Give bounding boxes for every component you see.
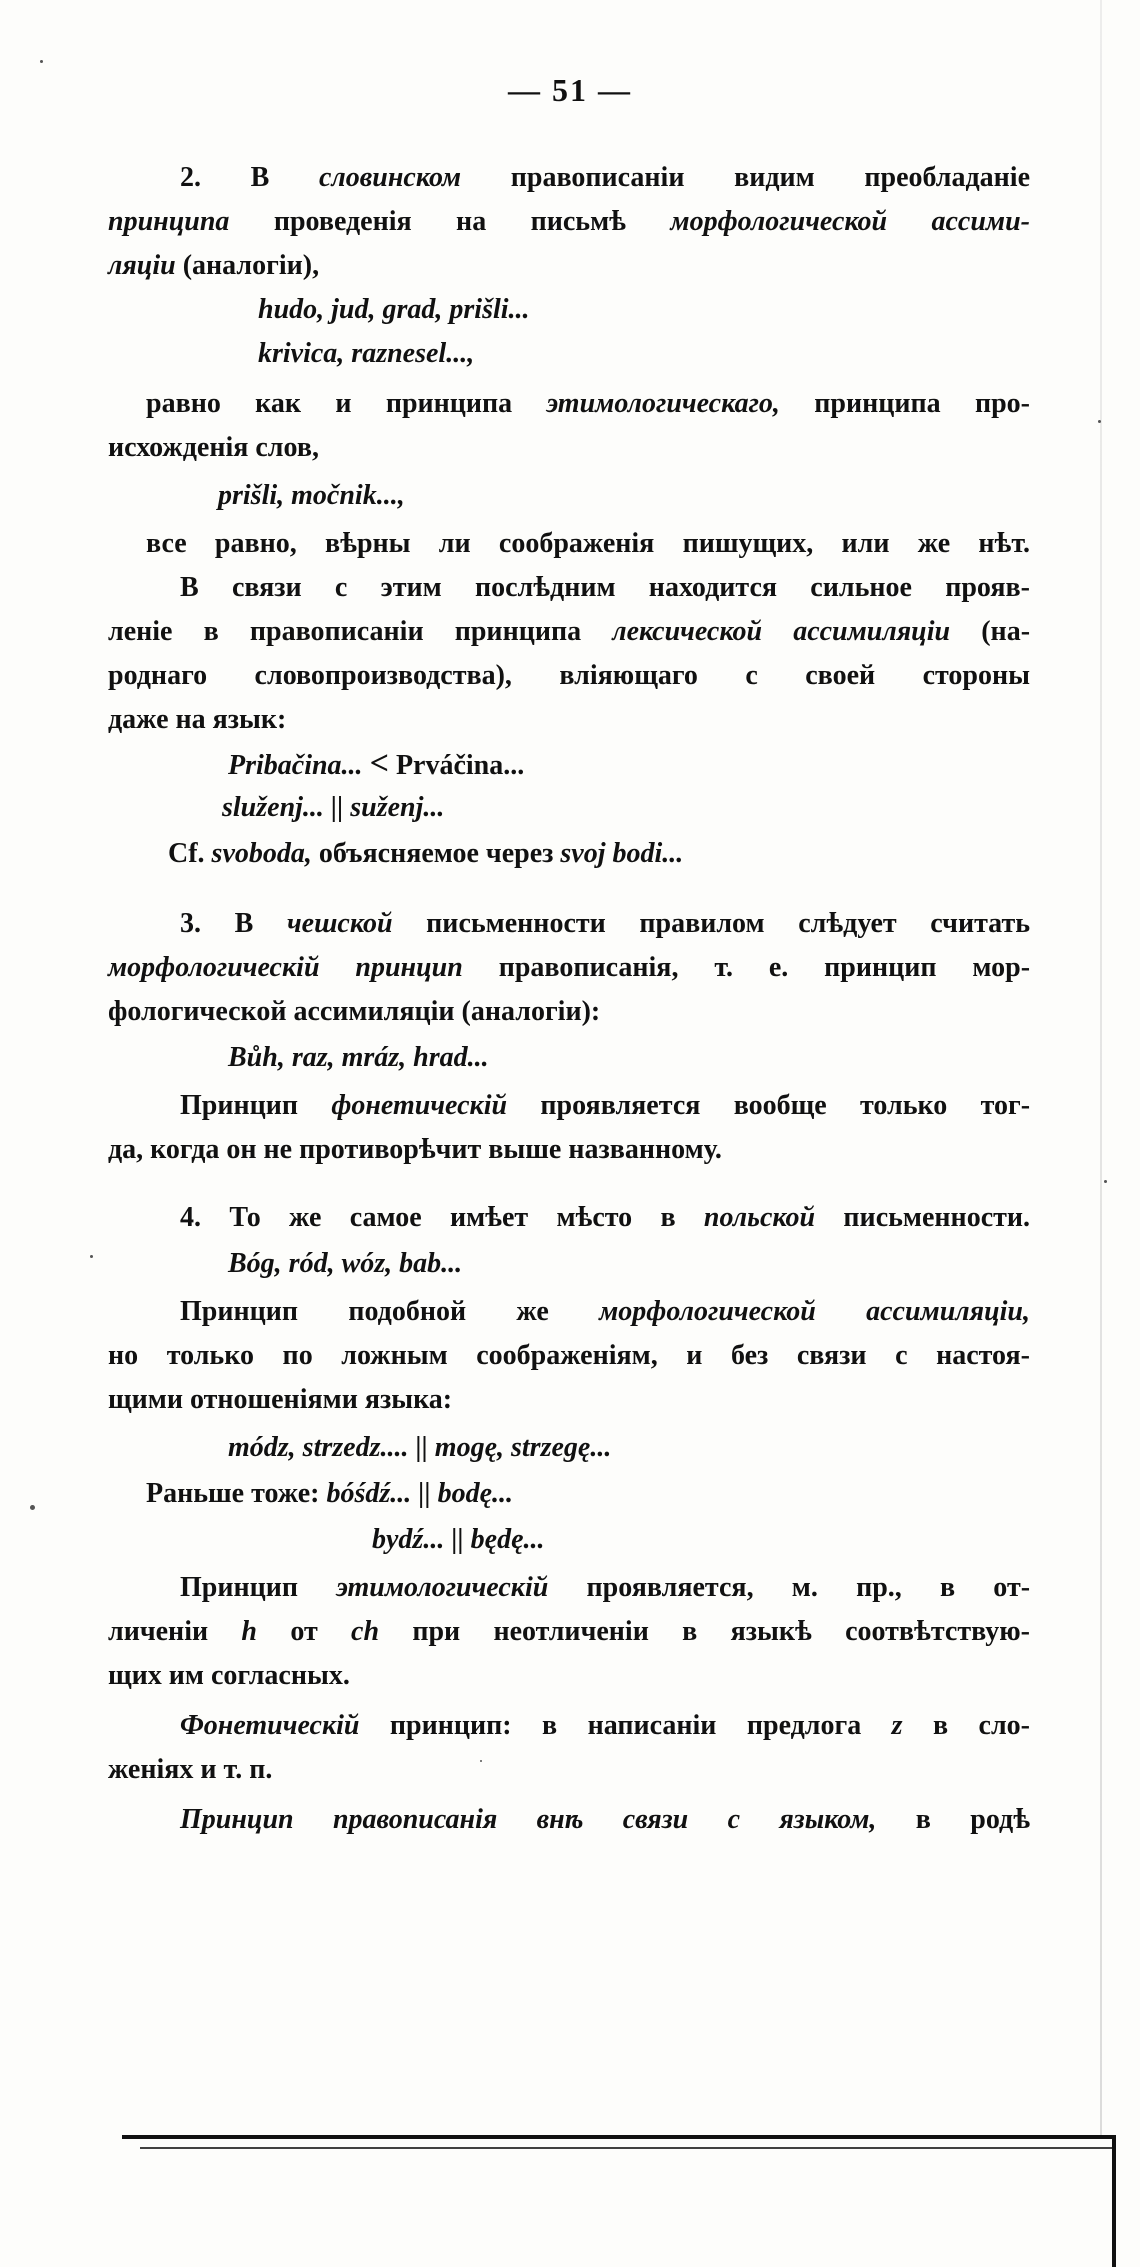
s2-text: леніе в правописаніи принципа [108,616,582,647]
term-principa: принципа [108,206,230,237]
s2-line-3 [108,248,319,284]
s2-text: равно как и принципа [146,388,513,419]
s3-line-1 [180,906,1030,942]
example-line [146,1476,513,1512]
example-line: krivica, raznesel..., [258,338,475,369]
term-etym: этимологическаго, [546,388,780,419]
s4-line-6 [108,1614,1030,1650]
example-line: služenj... || suženj... [222,792,445,823]
example-word: Pribačina... [228,750,363,781]
example-line: hudo, jud, grad, prišli... [258,294,530,325]
term-morph-assim: морфологической ассими- [670,206,1030,237]
s3-number: 3. В [180,908,254,939]
example-line [228,746,524,784]
bottom-rule-thin [140,2147,1112,2149]
s4-text: Принцип подобной же [180,1296,549,1327]
example-line: bydź... || będę... [372,1524,545,1555]
s3-text: правописанія, т. е. принцип мор- [498,952,1031,983]
term-morph-principle: морфологическій принцип [108,952,463,983]
s3-line-4 [180,1088,1030,1124]
s2-text: (аналогіи), [182,250,320,281]
example-line: prišli, močnik..., [218,480,405,511]
bottom-rule-thick [122,2135,1112,2139]
cf-abbr: Cf. [168,838,205,869]
derivation-sign: < [369,745,389,782]
term-morph-assim: морфологической ассимиляціи, [599,1296,1030,1327]
term-etym: этимологическій [336,1572,549,1603]
s4-line-2 [180,1294,1030,1330]
s2-line-8 [108,614,1030,650]
example-line: módz, strzedz.... || mogę, strzegę... [228,1432,612,1463]
print-speck [40,60,43,63]
s2-line-2 [108,204,1030,240]
s3-line-2 [108,950,1030,986]
s2-line-1 [180,160,1030,196]
s4-line-4: щими отношеніями языка: [108,1384,453,1415]
s4-line-9: женіях и т. п. [108,1754,273,1785]
s4-text: проявляется, м. пр., в от- [586,1572,1031,1603]
s3-line-5: да, когда он не противорѣчит выше названному. [108,1134,722,1165]
letter-z: z [891,1710,903,1741]
example-word: bóśdź... || bodę... [326,1478,514,1509]
example-line: Bůh, raz, mráz, hrad... [228,1042,489,1073]
s2-text: принципа про- [814,388,1031,419]
s2-line-10: даже на язык: [108,704,287,735]
s4-line-8 [180,1708,1030,1744]
s4-text: принцип: в написаніи предлога [389,1710,862,1741]
s4-line-5 [180,1570,1030,1606]
cf-text: объясняемое через [318,838,554,869]
s4-text: от [290,1616,318,1647]
s2-line-5: исхожденія слов, [108,432,319,463]
example-line: Bóg, ród, wóz, bab... [228,1248,463,1279]
s3-text: проявляется вообще только тог- [540,1090,1031,1121]
print-speck [1098,420,1101,423]
term-principle-outside: Принцип правописанія внѣ связи с языком, [180,1804,877,1835]
s2-number: 2. В [180,162,270,193]
s4-text: личеніи [108,1616,209,1647]
term-phonetic: Фонетическій [180,1710,360,1741]
s2-line-6: все равно, вѣрны ли соображенія пишущих, или же нѣт. [146,528,1030,559]
page-edge-shadow [1100,0,1102,2135]
s4-line-7: щих им согласных. [108,1660,350,1691]
s2-text: (на- [981,616,1031,647]
s4-line-10 [180,1802,1030,1838]
example-word: Prváčina... [395,750,525,781]
s2-text: правописаніи видим преобладаніе [510,162,1031,193]
print-speck [480,1760,482,1762]
term-slovinskom: словинском [318,162,462,193]
example-word: svoj bodi... [560,838,684,869]
letter-ch: ch [351,1616,380,1647]
print-speck [30,1505,35,1510]
s2-line-7: В связи с этим послѣдним находится сильное прояв- [180,572,1030,603]
print-speck [1104,1180,1107,1183]
page-number: — 51 — [508,72,632,108]
s2-text: проведенія на письмѣ [273,206,626,237]
term-phonetic: фонетическій [331,1090,508,1121]
s4-text: 4. То же самое имѣет мѣсто в [180,1202,676,1233]
cf-line [168,836,683,872]
s4-text: Принцип [180,1572,299,1603]
s4-text: в сло- [933,1710,1031,1741]
example-word: svoboda, [211,838,312,869]
term-lyacii: ляціи [108,250,176,281]
s3-line-3: фологической ассимиляціи (аналогіи): [108,996,601,1027]
s4-text: Раньше тоже: [146,1478,320,1509]
s4-line-3: но только по ложным соображеніям, и без связи с настоя- [108,1340,1030,1371]
s4-line-1 [180,1200,1030,1236]
s2-line-9: роднаго словопроизводства), вліяющаго с своей стороны [108,660,1030,691]
s3-text: Принцип [180,1090,299,1121]
s2-line-4 [146,386,1030,422]
s3-text: письменности правилом слѣдует считать [426,908,1031,939]
term-polskoi: польской [703,1202,816,1233]
s4-text: при неотличеніи в языкѣ соотвѣтствую- [412,1616,1030,1647]
term-cheshskoi: чешской [286,908,393,939]
s4-text: письменности. [843,1202,1031,1233]
term-lex-assim: лексической ассимиляціи [612,616,951,647]
print-speck [90,1255,93,1258]
right-margin-rule [1112,2135,1116,2267]
s4-text: в родѣ [915,1804,1030,1835]
letter-h: h [241,1616,257,1647]
